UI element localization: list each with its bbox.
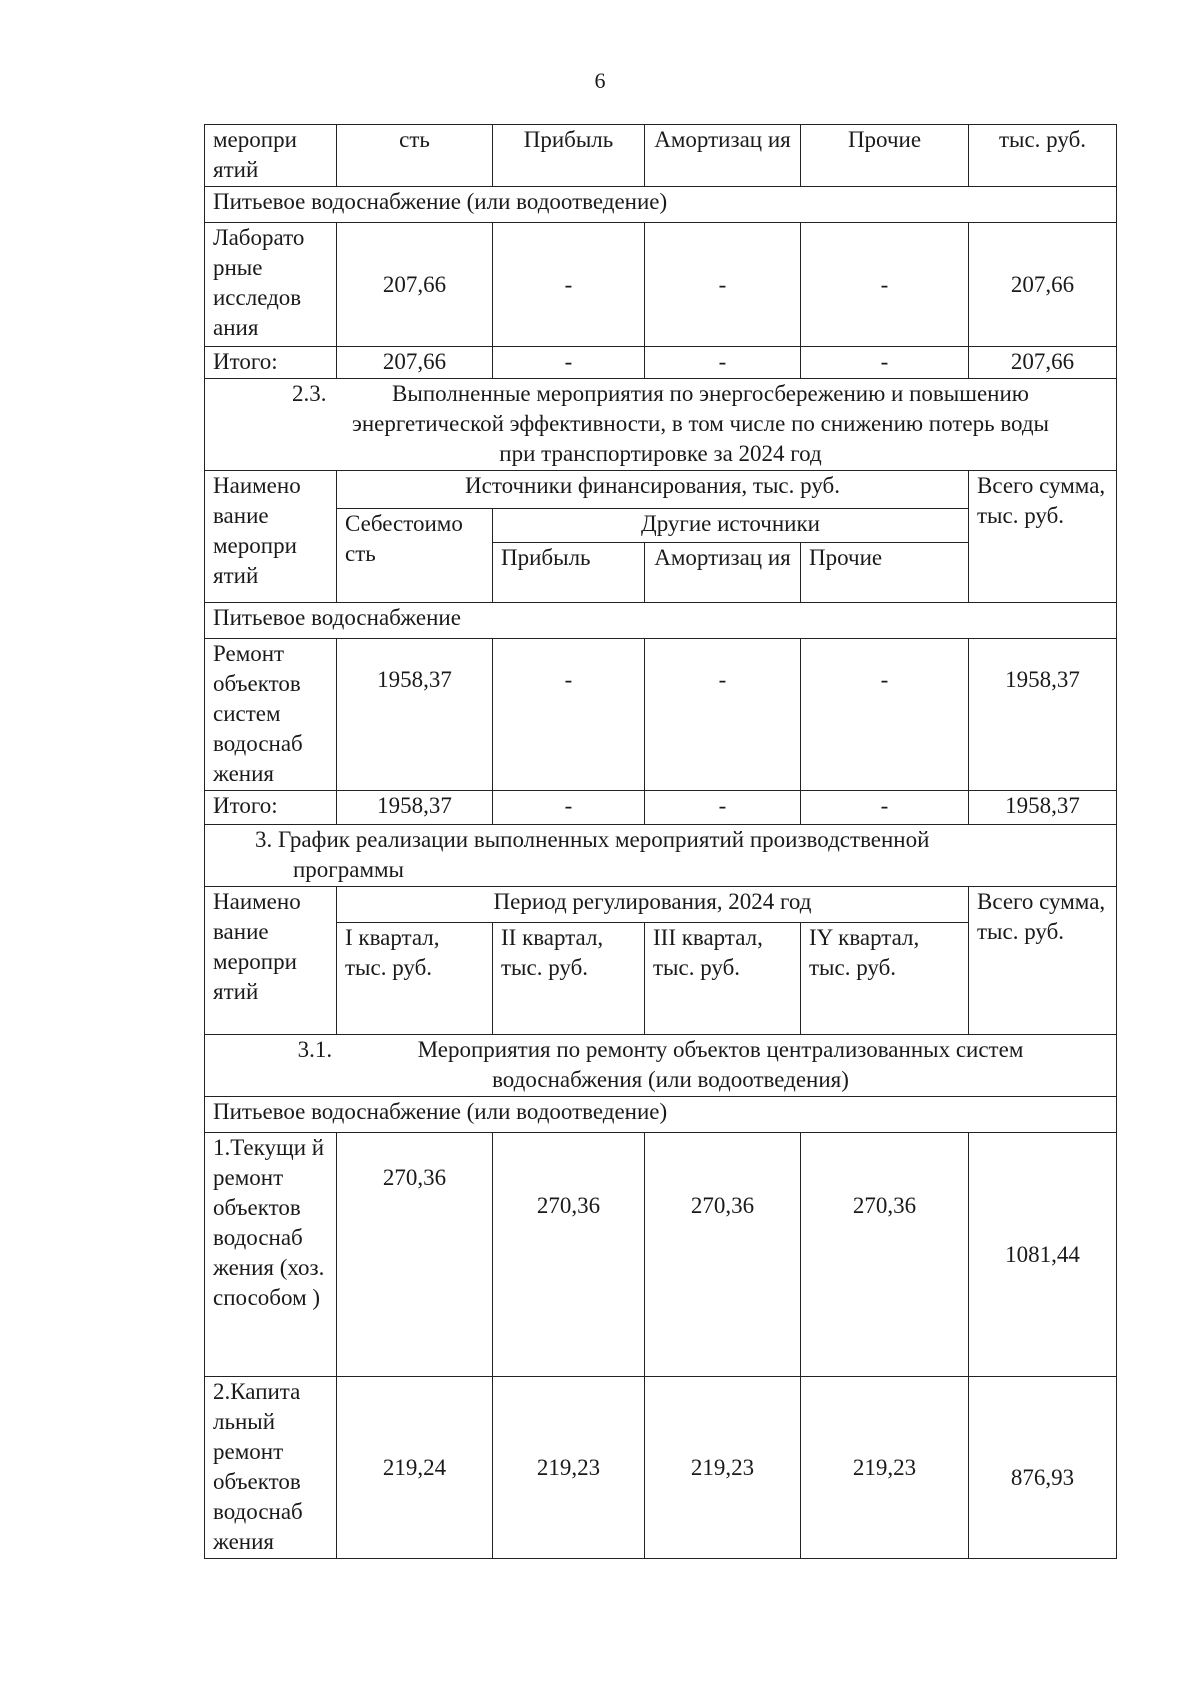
table-cell: Прибыль [493, 125, 645, 187]
section-heading-row [205, 1035, 1117, 1097]
group-heading: Питьевое водоснабжение [205, 603, 1117, 639]
table-cell: 207,66 [337, 223, 493, 347]
table-cell: 1958,37 [337, 639, 493, 791]
section-title-line: программы [293, 857, 405, 882]
measure-name: Ремонт объектов систем водоснаб жения [205, 639, 337, 791]
table-cell: - [801, 347, 969, 379]
table-cell: 1958,37 [969, 639, 1117, 791]
table-header-row [205, 471, 1117, 509]
table-cell: - [645, 791, 801, 825]
table-cell: - [801, 223, 969, 347]
column-header: II квартал, тыс. руб. [493, 923, 645, 1035]
section-number: 2.3. [292, 381, 327, 406]
table-row [205, 1377, 1117, 1559]
table-row [205, 603, 1117, 639]
section-heading-row [205, 825, 1117, 887]
table-cell: 270,36 [801, 1133, 969, 1377]
column-header: Себестоимо сть [337, 509, 493, 603]
table-cell: сть [337, 125, 493, 187]
table-cell: тыс. руб. [969, 125, 1117, 187]
table-row [205, 1097, 1117, 1133]
table-cell: 219,23 [801, 1377, 969, 1559]
table-cell: 270,36 [337, 1133, 493, 1377]
table-cell: - [801, 791, 969, 825]
total-label: Итого: [205, 791, 337, 825]
column-header: Период регулирования, 2024 год [337, 887, 969, 923]
table-row [205, 187, 1117, 223]
column-header: Другие источники [493, 509, 969, 543]
column-header: Всего сумма, тыс. руб. [969, 471, 1117, 603]
section-title-line: Выполненные мероприятия по энергосбережению и повышению [392, 381, 1029, 406]
table-cell: Амортизац ия [645, 125, 801, 187]
section-title-line: График реализации выполненных мероприятий производственной [278, 827, 930, 852]
table-cell: 207,66 [969, 223, 1117, 347]
measure-name: Лаборато рные исследов ания [205, 223, 337, 347]
table-cell: - [493, 791, 645, 825]
table-row [205, 347, 1117, 379]
measure-name: 2.Капита льный ремонт объектов водоснаб жения [205, 1377, 337, 1559]
table-row [205, 639, 1117, 791]
column-header: IY квартал, тыс. руб. [801, 923, 969, 1035]
table-cell: 219,24 [337, 1377, 493, 1559]
table-row [205, 125, 1117, 187]
section-heading [205, 1035, 1117, 1097]
column-header: Наимено вание меропри ятий [205, 471, 337, 603]
table-row [205, 791, 1117, 825]
table-cell: меропри ятий [205, 125, 337, 187]
table-row [205, 223, 1117, 347]
table-cell: 207,66 [969, 347, 1117, 379]
section-title-line: при транспортировке за 2024 год [499, 441, 822, 466]
column-header: Прочие [801, 543, 969, 603]
table-cell: 876,93 [969, 1377, 1117, 1559]
table-cell: - [801, 639, 969, 791]
section-title-line: энергетической эффективности, в том числе по снижению потерь воды [351, 411, 1050, 436]
column-header: Всего сумма, тыс. руб. [969, 887, 1117, 1035]
measure-name: 1.Текущи й ремонт объектов водоснаб жения (хоз. способом ) [205, 1133, 337, 1377]
table-cell: 1958,37 [969, 791, 1117, 825]
table-cell: 207,66 [337, 347, 493, 379]
table-cell: 1958,37 [337, 791, 493, 825]
column-header: Прибыль [493, 543, 645, 603]
section-heading [205, 379, 1117, 471]
table-cell: - [645, 639, 801, 791]
table-cell: - [493, 639, 645, 791]
table-cell: - [645, 347, 801, 379]
document-table [204, 124, 1117, 1559]
total-label: Итого: [205, 347, 337, 379]
column-header: Наимено вание меропри ятий [205, 887, 337, 1035]
column-header: Источники финансирования, тыс. руб. [337, 471, 969, 509]
column-header: III квартал, тыс. руб. [645, 923, 801, 1035]
page-number: 6 [594, 68, 606, 93]
table-header-row [205, 887, 1117, 923]
table-cell: 219,23 [493, 1377, 645, 1559]
table-cell: - [493, 347, 645, 379]
table-cell: 1081,44 [969, 1133, 1117, 1377]
table-cell: - [645, 223, 801, 347]
group-heading: Питьевое водоснабжение (или водоотведение) [205, 1097, 1117, 1133]
column-header: Амортизац ия [645, 543, 801, 603]
table-cell: 270,36 [493, 1133, 645, 1377]
section-title-line: водоснабжения (или водоотведения) [492, 1067, 849, 1092]
section-heading [205, 825, 1117, 887]
table-cell: Прочие [801, 125, 969, 187]
table-cell: 219,23 [645, 1377, 801, 1559]
column-header: I квартал, тыс. руб. [337, 923, 493, 1035]
section-title-line: Мероприятия по ремонту объектов централизованных систем [417, 1037, 1024, 1062]
table-row [205, 1133, 1117, 1377]
section-number: 3.1. [297, 1037, 333, 1062]
section-heading-row [205, 379, 1117, 471]
table-cell: 270,36 [645, 1133, 801, 1377]
table-cell: - [493, 223, 645, 347]
group-heading: Питьевое водоснабжение (или водоотведение) [205, 187, 1117, 223]
section-number: 3. [255, 827, 273, 852]
